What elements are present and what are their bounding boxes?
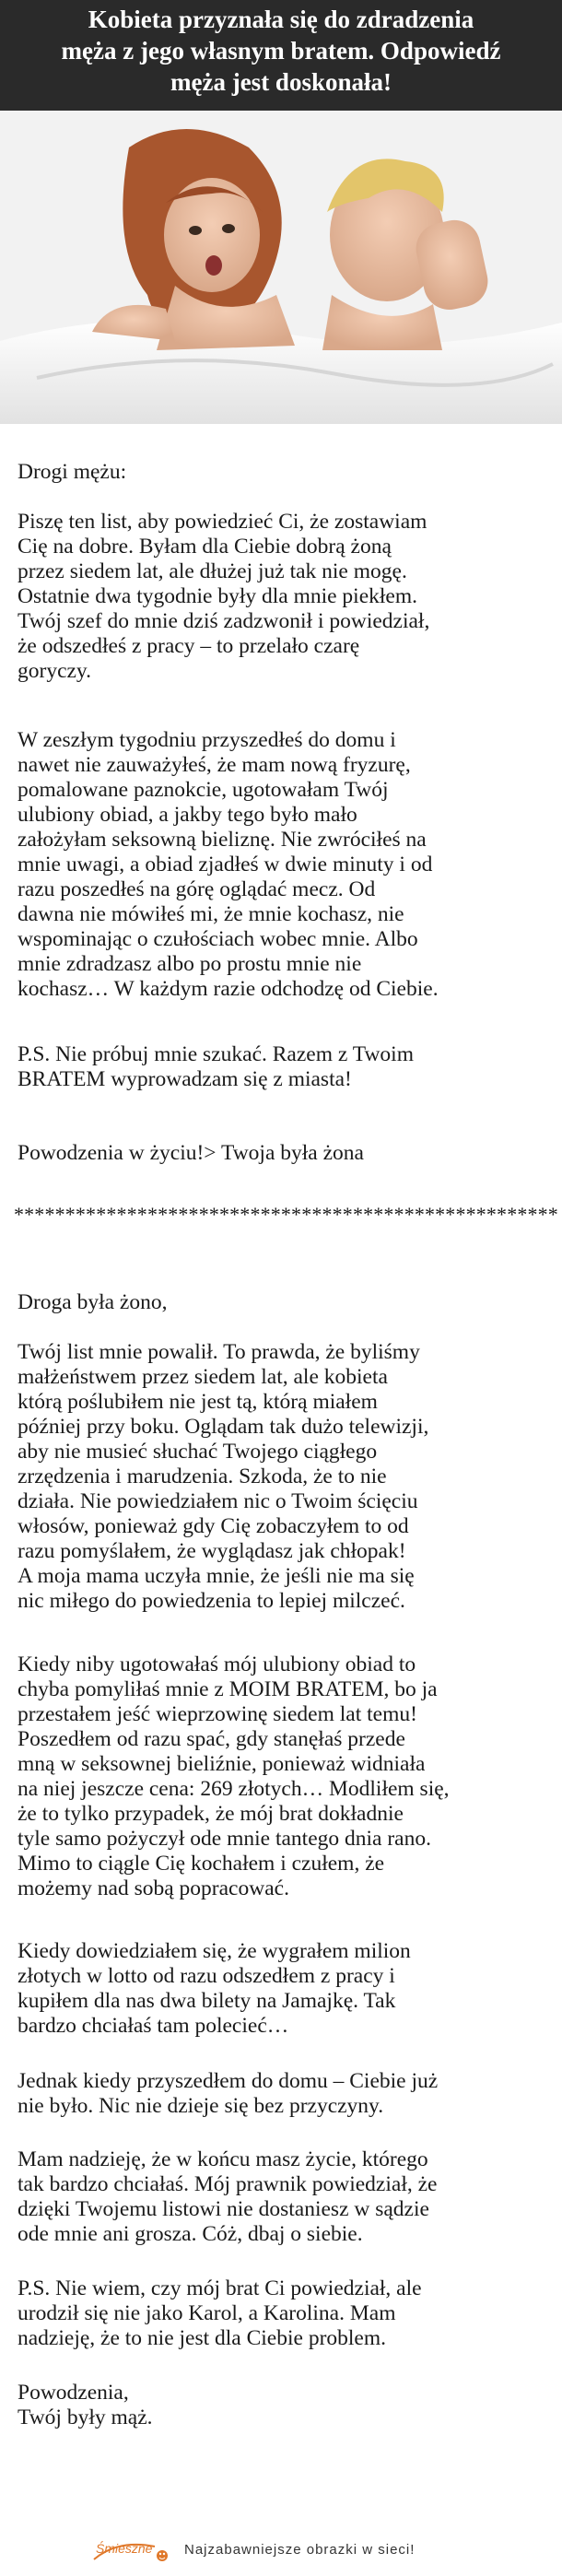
text-line: chyba pomyliłaś mnie z MOIM BRATEM, bo ja	[18, 1677, 438, 1701]
text-line: wspominając o czułościach wobec mnie. Albo	[18, 927, 418, 951]
text-line: małżeństwem przez siedem lat, ale kobieta	[18, 1365, 388, 1389]
text-line: aby nie musieć słuchać Twojego ciągłego	[18, 1440, 378, 1464]
letter2-paragraph-3	[18, 1939, 552, 2039]
letter2-greeting: Droga była żono,	[18, 1290, 168, 1314]
separator: *****************************************************	[14, 1203, 558, 1226]
site-brand[interactable]: Śmieszne	[96, 2541, 153, 2556]
text-line: przez siedem lat, ale dłużej już tak nie mogę.	[18, 559, 407, 583]
text-line: że odszedłeś z pracy – to przelało czarę	[18, 634, 360, 658]
title-banner	[0, 0, 562, 111]
text-line: nic miłego do powiedzenia to lepiej milczeć.	[18, 1589, 405, 1613]
text-line: nadzieję, że to nie jest dla Ciebie problem.	[18, 2326, 387, 2350]
text-line: A moja mama uczyła mnie, że jeśli nie ma się	[18, 1564, 415, 1588]
text-line: mnie uwagi, a obiad zjadłeś w dwie minuty i od	[18, 853, 433, 876]
letter2-postscript	[18, 2276, 552, 2351]
text-line: Mam nadzieję, że w końcu masz życie, którego	[18, 2147, 428, 2171]
text-line: tak bardzo chciałaś. Mój prawnik powiedział, że	[18, 2172, 438, 2196]
text-line: ode mnie ani grosza. Cóż, dbaj o siebie.	[18, 2222, 363, 2246]
text-line: ulubiony obiad, a jakby tego było mało	[18, 803, 357, 827]
text-line: włosów, ponieważ gdy Cię zobaczyłem to od	[18, 1514, 409, 1538]
site-footer	[0, 2530, 562, 2576]
text-line: razu poszedłeś na górę oglądać mecz. Od	[18, 877, 376, 901]
text-line: W zeszłym tygodniu przyszedłeś do domu i	[18, 728, 396, 752]
text-line: że to tylko przypadek, że mój brat dokładnie	[18, 1802, 404, 1826]
text-line: goryczy.	[18, 659, 92, 683]
text-line: BRATEM wyprowadzam się z miasta!	[18, 1067, 352, 1091]
text-line: mną w seksownej bieliźnie, ponieważ widniała	[18, 1752, 426, 1776]
text-line: urodził się nie jako Karol, a Karolina. Mam	[18, 2301, 396, 2325]
text-line: tyle samo pożyczył ode mnie tantego dnia rano.	[18, 1827, 431, 1851]
text-line: Cię na dobre. Byłam dla Ciebie dobrą żoną	[18, 535, 392, 559]
text-line: Mimo to ciągle Cię kochałem i czułem, że	[18, 1852, 385, 1876]
couple-photo	[0, 111, 562, 424]
text-line: później przy boku. Oglądam tak dużo telewizji,	[18, 1415, 429, 1439]
text-line: Twój list mnie powalił. To prawda, że byliśmy	[18, 1340, 420, 1364]
letter2-paragraph-4	[18, 2069, 552, 2119]
text-line: Powodzenia,	[18, 2381, 129, 2405]
letter1-signoff: Powodzenia w życiu!> Twoja była żona	[18, 1141, 364, 1165]
text-line: mnie zdradzasz albo po prostu mnie nie	[18, 952, 362, 976]
letter2-paragraph-1	[18, 1340, 552, 1614]
text-line: razu pomyślałem, że wyglądasz jak chłopak!	[18, 1539, 406, 1563]
text-line: pomalowane paznokcie, ugotowałam Twój	[18, 778, 389, 802]
title-line-3: męża jest doskonała!	[170, 68, 392, 96]
letter2-signoff	[18, 2381, 552, 2430]
text-line: możemy nad sobą popracować.	[18, 1876, 289, 1900]
letter1-greeting: Drogi mężu:	[18, 460, 127, 484]
text-line: złotych w lotto od razu odszedłem z pracy i	[18, 1964, 395, 1988]
letter2-paragraph-2	[18, 1653, 552, 1901]
text-line: Kiedy dowiedziałem się, że wygrałem milion	[18, 1939, 411, 1963]
text-line: Ostatnie dwa tygodnie były dla mnie piekłem.	[18, 584, 418, 608]
text-line: dzięki Twojemu listowi nie dostaniesz w sądzie	[18, 2197, 429, 2221]
text-line: Twój szef do mnie dziś zadzwonił i powiedział,	[18, 609, 430, 633]
letter1-paragraph-2	[18, 728, 552, 1002]
text-line: dawna nie mówiłeś mi, że mnie kochasz, nie	[18, 902, 404, 926]
text-line: zrzędzenia i marudzenia. Szkoda, że to nie	[18, 1464, 387, 1488]
text-line: kupiłem dla nas dwa bilety na Jamajkę. Tak	[18, 1989, 396, 2013]
text-line: przestałem jeść wieprzowinę siedem lat temu!	[18, 1702, 417, 1726]
text-line: P.S. Nie próbuj mnie szukać. Razem z Twoim	[18, 1042, 414, 1066]
text-line: założyłam seksowną bieliznę. Nie zwróciłeś na	[18, 828, 427, 852]
site-tagline: Najzabawniejsze obrazki w sieci!	[184, 2542, 416, 2558]
text-line: Kiedy niby ugotowałaś mój ulubiony obiad to	[18, 1653, 416, 1676]
couple-illustration	[0, 111, 562, 424]
text-line: Piszę ten list, aby powiedzieć Ci, że zostawiam	[18, 510, 427, 534]
text-line: działa. Nie powiedziałem nic o Twoim ścięciu	[18, 1489, 418, 1513]
text-line: Poszedłem od razu spać, gdy stanęłaś przede	[18, 1727, 405, 1751]
text-line: Jednak kiedy przyszedłem do domu – Ciebie już	[18, 2069, 439, 2093]
text-line: na niej jeszcze cena: 269 złotych… Modliłem się,	[18, 1777, 450, 1801]
text-line: nie było. Nic nie dzieje się bez przyczyny.	[18, 2094, 384, 2118]
text-line: kochasz… W każdym razie odchodzę od Ciebie.	[18, 977, 439, 1001]
text-line: Twój były mąż.	[18, 2405, 153, 2429]
text-line: nawet nie zauważyłeś, że mam nową fryzurę,	[18, 753, 411, 777]
title-line-2: męża z jego własnym bratem. Odpowiedź	[61, 37, 501, 65]
text-line: P.S. Nie wiem, czy mój brat Ci powiedział, ale	[18, 2276, 422, 2300]
text-line: bardzo chciałaś tam polecieć…	[18, 2014, 289, 2038]
text-line: którą poślubiłem nie jest tą, którą miałem	[18, 1390, 378, 1414]
letter1-paragraph-1	[18, 510, 552, 684]
letter1-postscript	[18, 1042, 552, 1092]
letter2-paragraph-5	[18, 2147, 552, 2247]
title-line-1: Kobieta przyznała się do zdradzenia	[88, 6, 474, 33]
